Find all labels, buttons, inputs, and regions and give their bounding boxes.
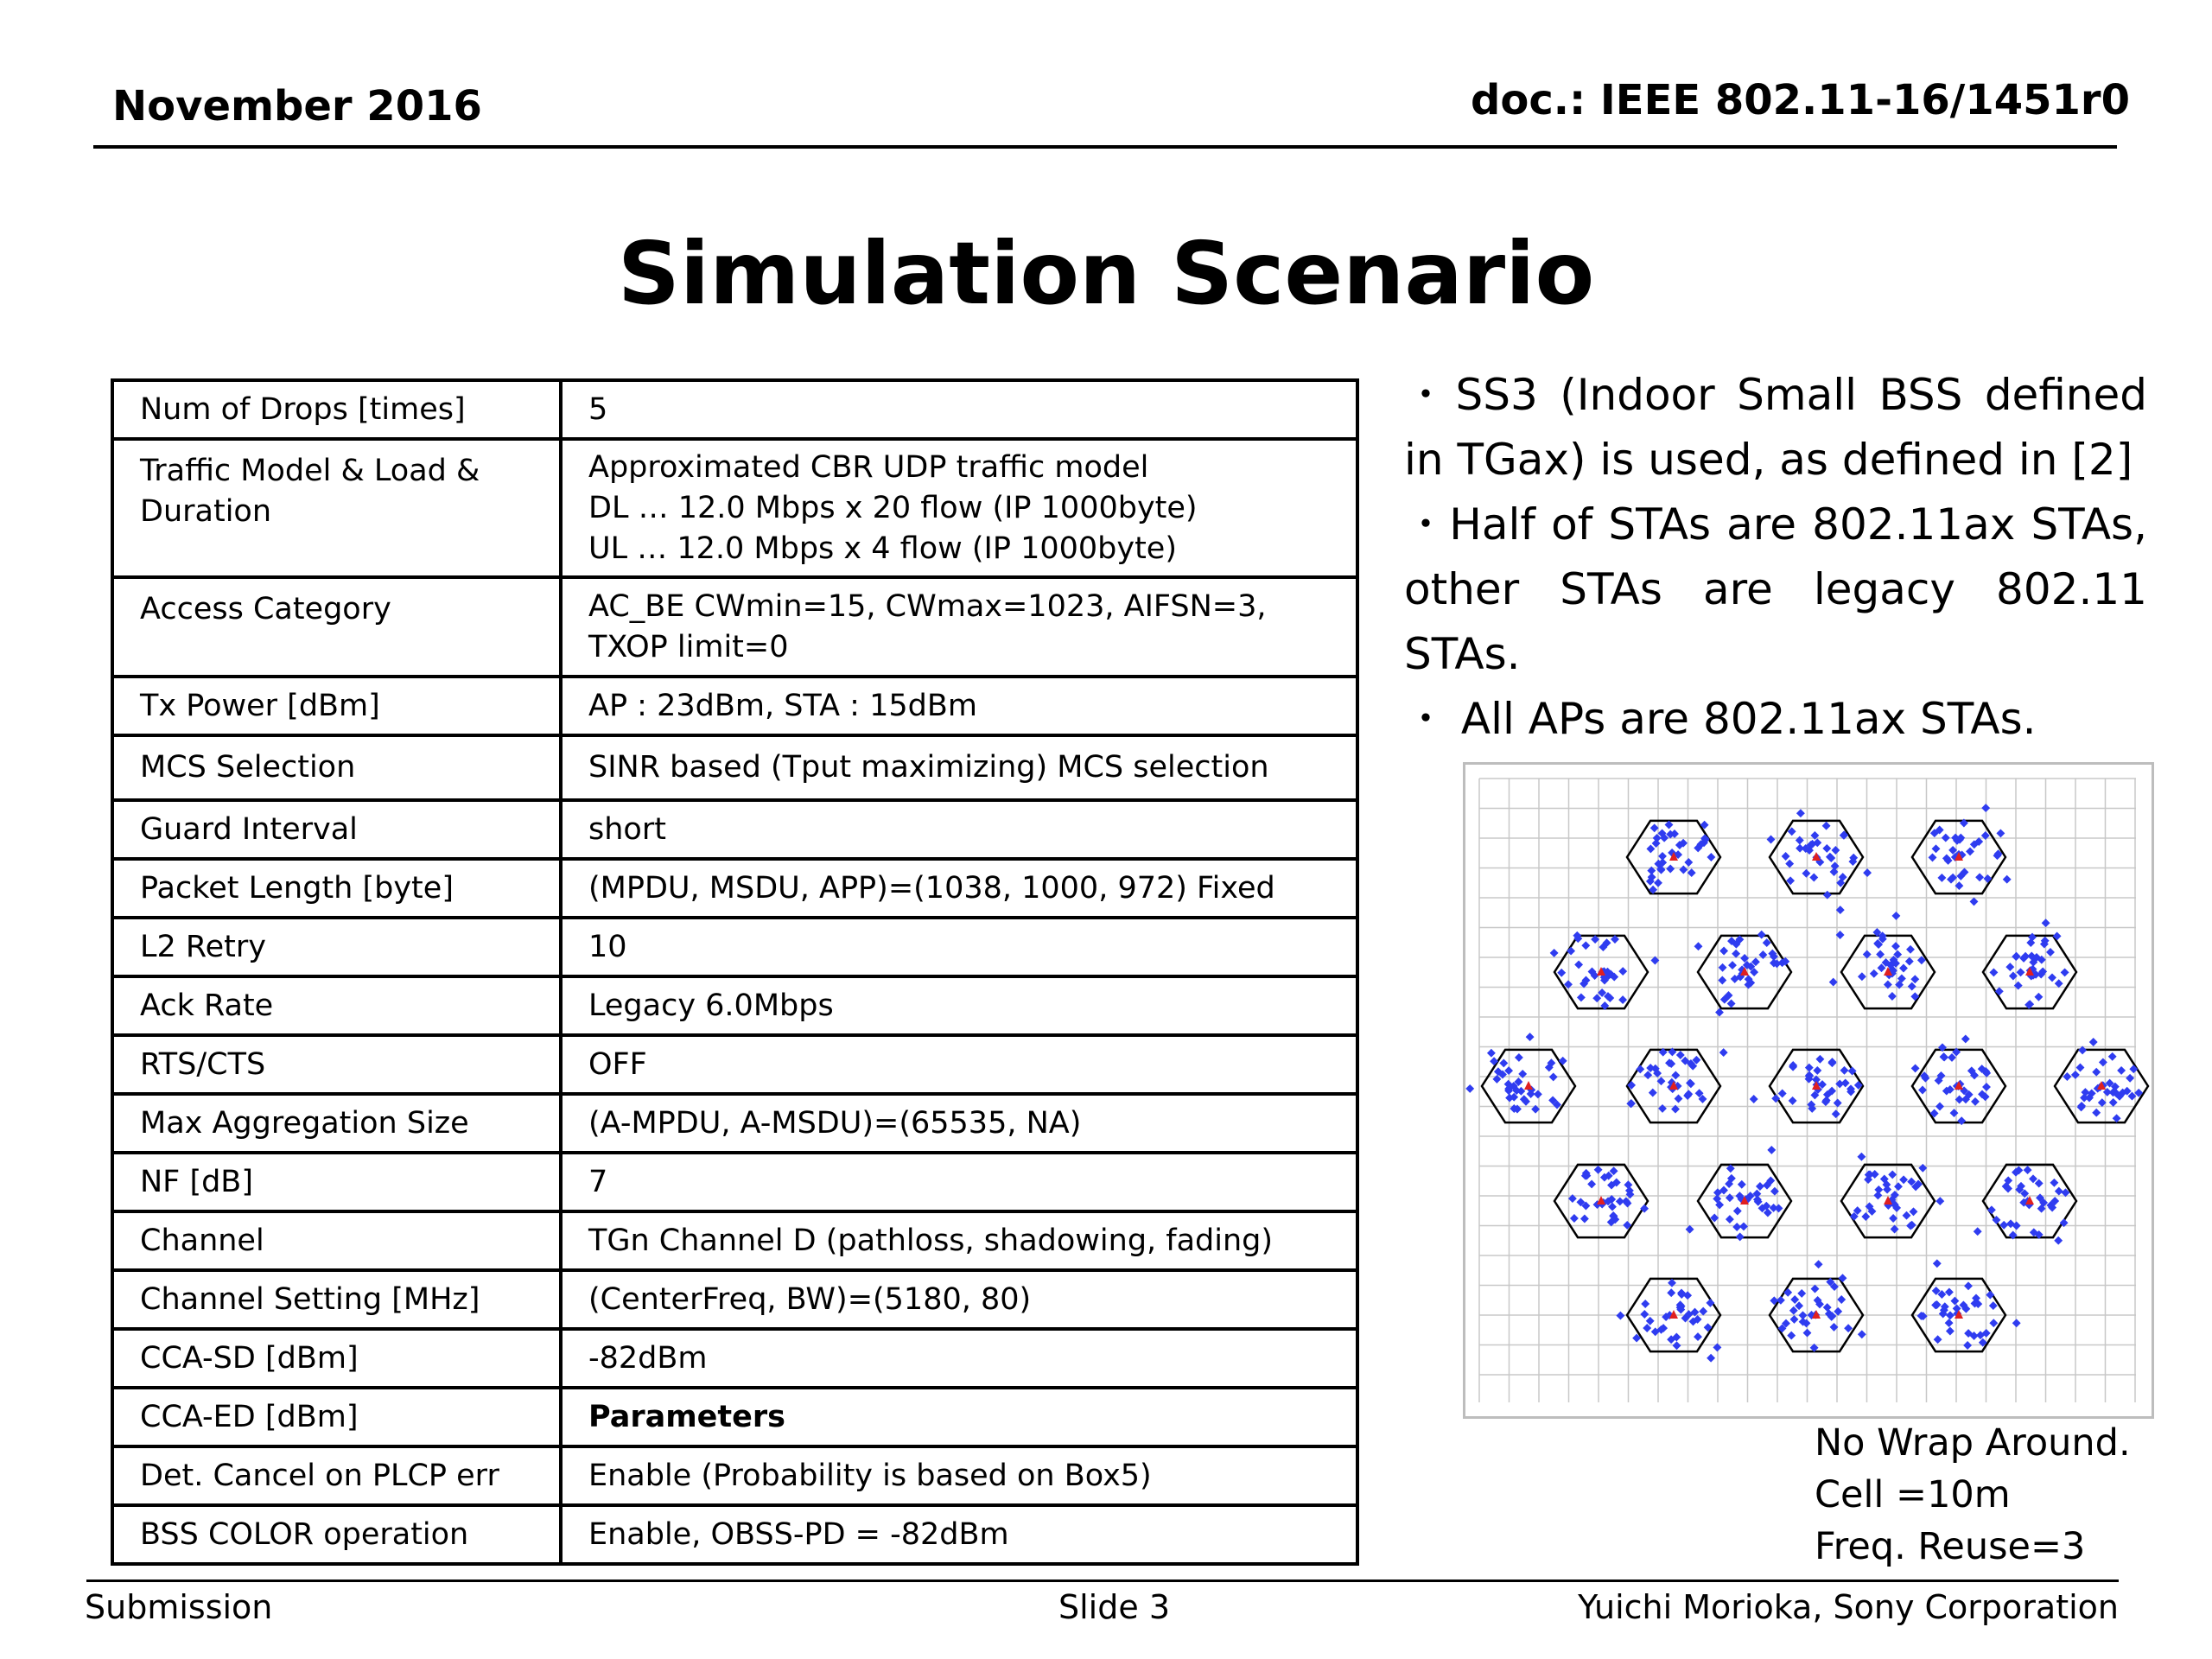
sta-marker xyxy=(1618,967,1627,976)
sta-marker xyxy=(1908,982,1916,991)
sta-marker xyxy=(1750,1095,1758,1103)
sta-marker xyxy=(1996,829,2005,837)
param-name: Traffic Model & Load & Duration xyxy=(112,439,561,577)
param-name: Det. Cancel on PLCP err xyxy=(112,1446,561,1505)
sta-marker xyxy=(1581,941,1590,950)
param-value xyxy=(561,1505,1357,1564)
sta-marker xyxy=(1899,964,1908,973)
slide-title: Simulation Scenario xyxy=(617,223,1595,324)
table-row xyxy=(112,1388,1357,1446)
sta-marker xyxy=(1858,1330,1866,1338)
param-value-line: 5 xyxy=(588,391,608,427)
sta-marker xyxy=(1894,1182,1903,1191)
param-value xyxy=(561,976,1357,1035)
sta-marker xyxy=(1592,994,1601,1002)
param-name: MCS Selection xyxy=(112,735,561,800)
sta-marker xyxy=(1718,976,1726,985)
sta-marker xyxy=(1964,1281,1973,1290)
sta-marker xyxy=(1966,847,1974,855)
footer-rule xyxy=(86,1580,2119,1582)
header-rule xyxy=(93,145,2117,149)
param-name: Packet Length [byte] xyxy=(112,859,561,918)
param-value-line: DL … 12.0 Mbps x 20 flow (IP 1000byte) xyxy=(588,490,1198,525)
sta-marker xyxy=(1738,1180,1746,1189)
param-name: Guard Interval xyxy=(112,800,561,859)
param-value xyxy=(561,1270,1357,1329)
sta-marker xyxy=(1822,822,1831,830)
sta-marker xyxy=(2050,1179,2058,1187)
param-value xyxy=(561,800,1357,859)
param-name: Max Aggregation Size xyxy=(112,1094,561,1153)
param-value xyxy=(561,918,1357,976)
ap-marker xyxy=(1524,1081,1533,1090)
sta-marker xyxy=(1739,1222,1748,1230)
sta-marker xyxy=(1870,969,1878,978)
table-row xyxy=(112,439,1357,577)
sta-marker xyxy=(1963,1341,1972,1350)
sta-marker xyxy=(1778,1090,1787,1098)
param-value xyxy=(561,1329,1357,1388)
param-name: Access Category xyxy=(112,577,561,677)
sta-marker xyxy=(1732,950,1740,958)
param-value xyxy=(561,1094,1357,1153)
sta-marker xyxy=(1989,1301,1998,1310)
sta-marker xyxy=(1989,1319,1998,1327)
table-row xyxy=(112,859,1357,918)
sta-marker xyxy=(1831,846,1840,855)
sta-marker xyxy=(1694,942,1703,950)
param-value xyxy=(561,735,1357,800)
sta-marker xyxy=(2055,1187,2063,1196)
table-row xyxy=(112,577,1357,677)
sta-marker xyxy=(1733,1207,1742,1216)
sta-marker xyxy=(1929,853,1937,861)
sta-marker xyxy=(1829,978,1838,987)
sta-marker xyxy=(1643,1071,1652,1079)
sta-marker xyxy=(1790,1295,1799,1304)
sta-marker xyxy=(2108,1052,2117,1061)
param-value-line: (MPDU, MSDU, APP)=(1038, 1000, 972) Fixed xyxy=(588,870,1275,906)
sta-marker xyxy=(1736,1232,1745,1241)
table-row xyxy=(112,677,1357,735)
sta-marker xyxy=(1982,1083,1991,1091)
sta-marker xyxy=(1823,1303,1832,1312)
sta-marker xyxy=(1839,1274,1847,1282)
sta-marker xyxy=(1932,844,1941,853)
param-value-line: TGn Channel D (pathloss, shadowing, fading) xyxy=(588,1223,1274,1258)
sta-marker xyxy=(1646,844,1655,853)
param-value-line: SINR based (Tput maximizing) MCS selection xyxy=(588,750,1269,785)
sta-marker xyxy=(2092,1068,2101,1077)
param-value xyxy=(561,677,1357,735)
sta-marker xyxy=(1624,1180,1632,1189)
sta-marker xyxy=(1940,1052,1948,1061)
sta-marker xyxy=(1815,1055,1824,1064)
sta-marker xyxy=(1911,1064,1920,1072)
sta-marker xyxy=(1936,1103,1944,1111)
sta-marker xyxy=(1815,1260,1823,1268)
sta-marker xyxy=(1805,1064,1814,1072)
sta-marker xyxy=(2046,948,2055,957)
sta-marker xyxy=(1888,1170,1897,1179)
sta-marker xyxy=(1989,968,1998,976)
sta-marker xyxy=(1618,995,1627,1004)
table-row xyxy=(112,1446,1357,1505)
sta-marker xyxy=(1707,1354,1715,1363)
sta-marker xyxy=(1888,992,1897,1001)
sta-marker xyxy=(1974,1227,1982,1236)
sta-marker xyxy=(1694,1332,1702,1341)
sta-marker xyxy=(2129,1065,2138,1073)
sta-marker xyxy=(1667,1288,1675,1297)
header-doc-id: doc.: IEEE 802.11-16/1451r0 xyxy=(1470,76,2130,124)
sta-marker xyxy=(1557,969,1566,977)
sta-marker xyxy=(1775,1204,1783,1212)
sta-marker xyxy=(1970,897,1979,906)
sta-marker xyxy=(2076,1064,2085,1072)
sta-marker xyxy=(1957,1116,1966,1125)
sta-marker xyxy=(1942,834,1950,842)
table-row xyxy=(112,735,1357,800)
sta-marker xyxy=(1487,1049,1496,1058)
bullet-list xyxy=(1404,363,2147,752)
footer-slide-number: Slide 3 xyxy=(1058,1588,1170,1626)
param-value xyxy=(561,1211,1357,1270)
sta-marker xyxy=(1684,858,1693,867)
sta-marker xyxy=(1891,912,1900,920)
sta-marker xyxy=(1658,852,1667,861)
table-row xyxy=(112,1094,1357,1153)
param-value xyxy=(561,439,1357,577)
sta-marker xyxy=(1933,1259,1942,1268)
param-value xyxy=(561,859,1357,918)
sta-marker xyxy=(1636,1065,1644,1073)
param-name: L2 Retry xyxy=(112,918,561,976)
sta-marker xyxy=(1671,1071,1680,1079)
sta-marker xyxy=(1858,972,1866,981)
sta-marker xyxy=(1782,852,1790,861)
sta-marker xyxy=(1857,1153,1866,1161)
topology-notes xyxy=(1815,1417,2131,1573)
sta-marker xyxy=(1587,1179,1596,1188)
sta-marker xyxy=(1789,1063,1797,1071)
sta-marker xyxy=(1641,1300,1649,1308)
param-value-line: Legacy 6.0Mbps xyxy=(588,988,834,1023)
param-name: Channel Setting [MHz] xyxy=(112,1270,561,1329)
sta-marker xyxy=(1719,947,1728,956)
sta-marker xyxy=(1654,879,1662,887)
sta-marker xyxy=(1679,866,1688,874)
sta-marker xyxy=(2054,1236,2063,1245)
sta-marker xyxy=(1594,1166,1603,1174)
sta-marker xyxy=(1640,1310,1649,1319)
sta-marker xyxy=(2055,979,2063,988)
sta-marker xyxy=(1580,1215,1589,1224)
sta-marker xyxy=(1767,1146,1776,1154)
sta-marker xyxy=(2003,875,2012,884)
sta-marker xyxy=(1666,865,1675,874)
sta-marker xyxy=(1903,1211,1911,1220)
param-value-line: Enable (Probability is based on Box5) xyxy=(588,1458,1152,1493)
sta-marker xyxy=(1649,1089,1657,1097)
param-value-line: AP : 23dBm, STA : 15dBm xyxy=(588,688,977,723)
sta-marker xyxy=(1813,1066,1821,1075)
sta-marker xyxy=(1658,1104,1667,1113)
param-value-line: 10 xyxy=(588,929,627,964)
table-row xyxy=(112,1270,1357,1329)
sta-marker xyxy=(1961,1034,1970,1043)
sta-marker xyxy=(2029,1174,2037,1183)
sta-marker xyxy=(1567,947,1575,956)
sta-marker xyxy=(1945,1319,1954,1327)
param-name: Num of Drops [times] xyxy=(112,380,561,439)
sta-marker xyxy=(1699,1307,1707,1316)
sta-marker xyxy=(1526,1033,1535,1041)
sta-marker xyxy=(2061,968,2069,976)
sta-marker xyxy=(1767,836,1776,844)
param-value-line: 7 xyxy=(588,1164,608,1199)
sta-marker xyxy=(2113,1114,2121,1122)
sta-marker xyxy=(2012,1319,2021,1327)
note-wrap-around: No Wrap Around. xyxy=(1815,1421,2131,1465)
param-value-line: OFF xyxy=(588,1046,647,1082)
sta-marker xyxy=(1871,1170,1879,1179)
param-name: Ack Rate xyxy=(112,976,561,1035)
sta-marker xyxy=(1499,1058,1508,1067)
table-row xyxy=(112,1153,1357,1211)
param-name: CCA-ED [dBm] xyxy=(112,1388,561,1446)
param-value-line: Approximated CBR UDP traffic model xyxy=(588,449,1149,485)
sta-marker xyxy=(1803,1329,1812,1338)
sta-marker xyxy=(1465,1084,1474,1093)
param-value-line: (A-MPDU, A-MSDU)=(65535, NA) xyxy=(588,1105,1082,1141)
sta-marker xyxy=(1987,1205,1996,1214)
sta-marker xyxy=(1676,1051,1685,1059)
param-name: BSS COLOR operation xyxy=(112,1505,561,1564)
sta-marker xyxy=(1728,961,1737,969)
sta-marker xyxy=(1840,1066,1849,1075)
param-value xyxy=(561,1446,1357,1505)
sta-marker xyxy=(1796,836,1804,845)
sta-marker xyxy=(1790,1315,1799,1324)
sta-marker xyxy=(1549,1072,1558,1081)
sta-marker xyxy=(2089,1038,2098,1046)
param-value-line: short xyxy=(588,811,666,847)
sta-marker xyxy=(2071,1071,2080,1079)
sta-marker xyxy=(2034,993,2043,1001)
table-row xyxy=(112,800,1357,859)
param-value xyxy=(561,1035,1357,1094)
param-name: NF [dB] xyxy=(112,1153,561,1211)
bullet-item: ・SS3 (Indoor Small BSS defined in TGax) is used, as defined in [2] xyxy=(1404,370,2147,485)
table-row xyxy=(112,1035,1357,1094)
sta-marker xyxy=(1827,1058,1836,1067)
sta-marker xyxy=(1727,1000,1736,1008)
param-value-line: UL … 12.0 Mbps x 4 flow (IP 1000byte) xyxy=(588,531,1177,566)
sta-marker xyxy=(1534,1090,1542,1098)
sta-marker xyxy=(1899,1175,1908,1184)
sta-marker xyxy=(1707,853,1715,861)
param-name: CCA-SD [dBm] xyxy=(112,1329,561,1388)
sta-marker xyxy=(1937,874,1946,882)
sta-marker xyxy=(2035,1179,2044,1188)
sta-marker xyxy=(1837,1295,1846,1304)
sta-marker xyxy=(1971,1097,1980,1106)
sta-marker xyxy=(2092,1109,2101,1117)
sta-marker xyxy=(1910,975,1919,983)
sta-marker xyxy=(2005,963,2014,971)
sta-marker xyxy=(1789,1096,1797,1105)
sta-marker xyxy=(1550,949,1559,957)
sta-marker xyxy=(1861,1212,1870,1221)
table-row xyxy=(112,380,1357,439)
table-row xyxy=(112,1329,1357,1388)
table-row xyxy=(112,1211,1357,1270)
sta-marker xyxy=(2012,952,2020,961)
sta-marker xyxy=(1934,1335,1942,1344)
bss-topology-figure xyxy=(1463,762,2154,1419)
header-date: November 2016 xyxy=(112,82,482,130)
sta-marker xyxy=(1950,1297,1959,1306)
param-value-line: AC_BE CWmin=15, CWmax=1023, AIFSN=3, xyxy=(588,588,1267,624)
sta-marker xyxy=(2117,1066,2126,1075)
sta-marker xyxy=(1946,1311,1955,1319)
sta-marker xyxy=(2017,968,2025,976)
bullet-item: ・Half of STAs are 802.11ax STAs, other STAs are legacy 802.11 STAs. xyxy=(1404,499,2147,679)
sta-marker xyxy=(1905,957,1914,966)
sta-marker xyxy=(1787,1332,1796,1340)
param-value-line: Enable, OBSS-PD = -82dBm xyxy=(588,1516,1009,1552)
sta-marker xyxy=(1675,1095,1683,1103)
sta-marker xyxy=(1809,874,1818,882)
sta-marker xyxy=(1570,1214,1579,1223)
sta-marker xyxy=(1946,1327,1955,1336)
sta-marker xyxy=(1802,869,1810,878)
sta-marker xyxy=(1981,804,1990,812)
sta-marker xyxy=(1906,945,1915,954)
sta-marker xyxy=(1652,839,1661,848)
sta-marker xyxy=(1726,1193,1734,1202)
param-value xyxy=(561,380,1357,439)
sta-marker xyxy=(1891,942,1900,950)
sta-marker xyxy=(2099,1058,2107,1066)
sta-marker xyxy=(1931,1300,1940,1309)
sta-marker xyxy=(2063,1072,2071,1081)
sta-marker xyxy=(1785,860,1794,868)
sta-marker xyxy=(1719,1048,1728,1057)
sta-marker xyxy=(1797,1289,1806,1298)
param-value-line: TXOP limit=0 xyxy=(588,629,789,664)
param-name: Channel xyxy=(112,1211,561,1270)
sta-marker xyxy=(1832,1109,1840,1118)
sta-marker xyxy=(1950,1109,1959,1117)
table-row xyxy=(112,918,1357,976)
sta-marker xyxy=(1863,868,1872,877)
sta-marker xyxy=(1758,931,1766,939)
sta-marker xyxy=(2048,973,2056,982)
sta-marker xyxy=(1515,1053,1523,1062)
param-value-line: -82dBm xyxy=(588,1340,708,1376)
footer-submission: Submission xyxy=(85,1588,273,1626)
footer-author: Yuichi Morioka, Sony Corporation xyxy=(1578,1588,2119,1626)
sta-marker xyxy=(1574,960,1583,969)
param-value-line: (CenterFreq, BW)=(5180, 80) xyxy=(588,1281,1032,1317)
bullet-item: ・ All APs are 802.11ax STAs. xyxy=(1404,694,2037,744)
sta-marker xyxy=(1650,823,1659,832)
parameter-table xyxy=(111,378,1359,1566)
sta-marker xyxy=(2126,1074,2134,1083)
note-cell-size: Cell =10m xyxy=(1815,1473,2011,1516)
sta-marker xyxy=(2014,982,2023,990)
sta-marker xyxy=(2042,918,2050,927)
sta-marker xyxy=(1726,1215,1734,1224)
sta-marker xyxy=(1918,1086,1927,1095)
sta-marker xyxy=(1910,1207,1918,1216)
param-name: Tx Power [dBm] xyxy=(112,677,561,735)
sta-marker xyxy=(1936,1197,1944,1205)
table-row xyxy=(112,976,1357,1035)
param-value-line: Parameters xyxy=(588,1399,785,1434)
sta-marker xyxy=(1577,993,1586,1001)
param-value xyxy=(561,577,1357,677)
sta-marker xyxy=(1616,1312,1624,1320)
sta-marker xyxy=(1673,1341,1681,1350)
sta-marker xyxy=(1719,963,1727,972)
sta-marker xyxy=(1796,809,1805,817)
param-value xyxy=(561,1153,1357,1211)
param-value xyxy=(561,1388,1357,1446)
sta-marker xyxy=(2024,1166,2032,1174)
sta-marker xyxy=(1822,844,1831,853)
sta-marker xyxy=(1799,1311,1808,1319)
note-freq-reuse: Freq. Reuse=3 xyxy=(1815,1525,2086,1568)
sta-marker xyxy=(1756,1182,1764,1191)
sta-marker xyxy=(1873,1191,1882,1199)
sta-marker xyxy=(2109,1098,2118,1107)
sta-marker xyxy=(1945,1287,1954,1296)
param-name: RTS/CTS xyxy=(112,1035,561,1094)
topology-svg xyxy=(1465,765,2152,1416)
table-row xyxy=(112,1505,1357,1564)
sta-marker xyxy=(1975,873,1984,881)
sta-marker xyxy=(1752,1190,1761,1198)
